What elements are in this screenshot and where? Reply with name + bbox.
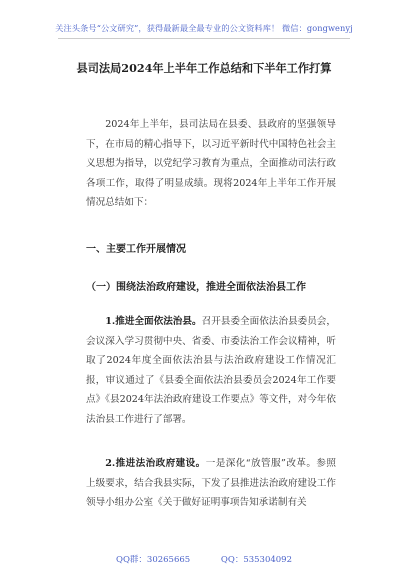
item-1-text: 召开县委全面依法治县委员会，会议深入学习贯彻中央、省委、市委法治工作会议精神，听取了2024年度全面依法治县与法治政府建设工作情况汇报，审议通过了《县委全面依法治县委员会2024年工作要点》《县2024年法治政府建设工作要点》等文件，对今年依法治县工作进行了部署。 [86,316,337,425]
item-1-lead: 1.推进全面依法治县。 [105,316,202,327]
paragraph-item-1 [86,312,336,430]
footer-contact [0,553,408,565]
footer-qq: QQ：535304092 [220,555,292,565]
subsection-heading: （一）围绕法治政府建设，推进全面依法治县工作 [86,282,306,293]
footer-qq-group: QQ群：30265665 [115,555,191,565]
intro-paragraph: 2024年上半年，县司法局在县委、县政府的坚强领导下，在市局的精心指导下，以习近平新时代中国特色社会主义思想为指导，以党纪学习教育为重点，全面推动司法行政各项工作，取得了明显成绩。现将2024年上半年工作开展情况总结如下： [86,119,336,209]
paragraph-item-2 [86,454,336,513]
header-divider [58,38,350,39]
header-notice: 关注头条号“公文研究”，获得最新最全最专业的公文资料库！ 微信：gongwenyj [55,23,353,33]
item-2-lead: 2.推进法治政府建设。 [105,458,206,469]
item-2-text: 一是深化“放管服”改革。参照上级要求，结合我县实际，下发了县推进法治政府建设工作领导小组办公室《关于做好证明事项告知承诺制有关 [86,458,336,509]
document-title: 县司法局2024年上半年工作总结和下半年工作打算 [76,61,332,75]
section-heading: 一、主要工作开展情况 [86,244,186,255]
